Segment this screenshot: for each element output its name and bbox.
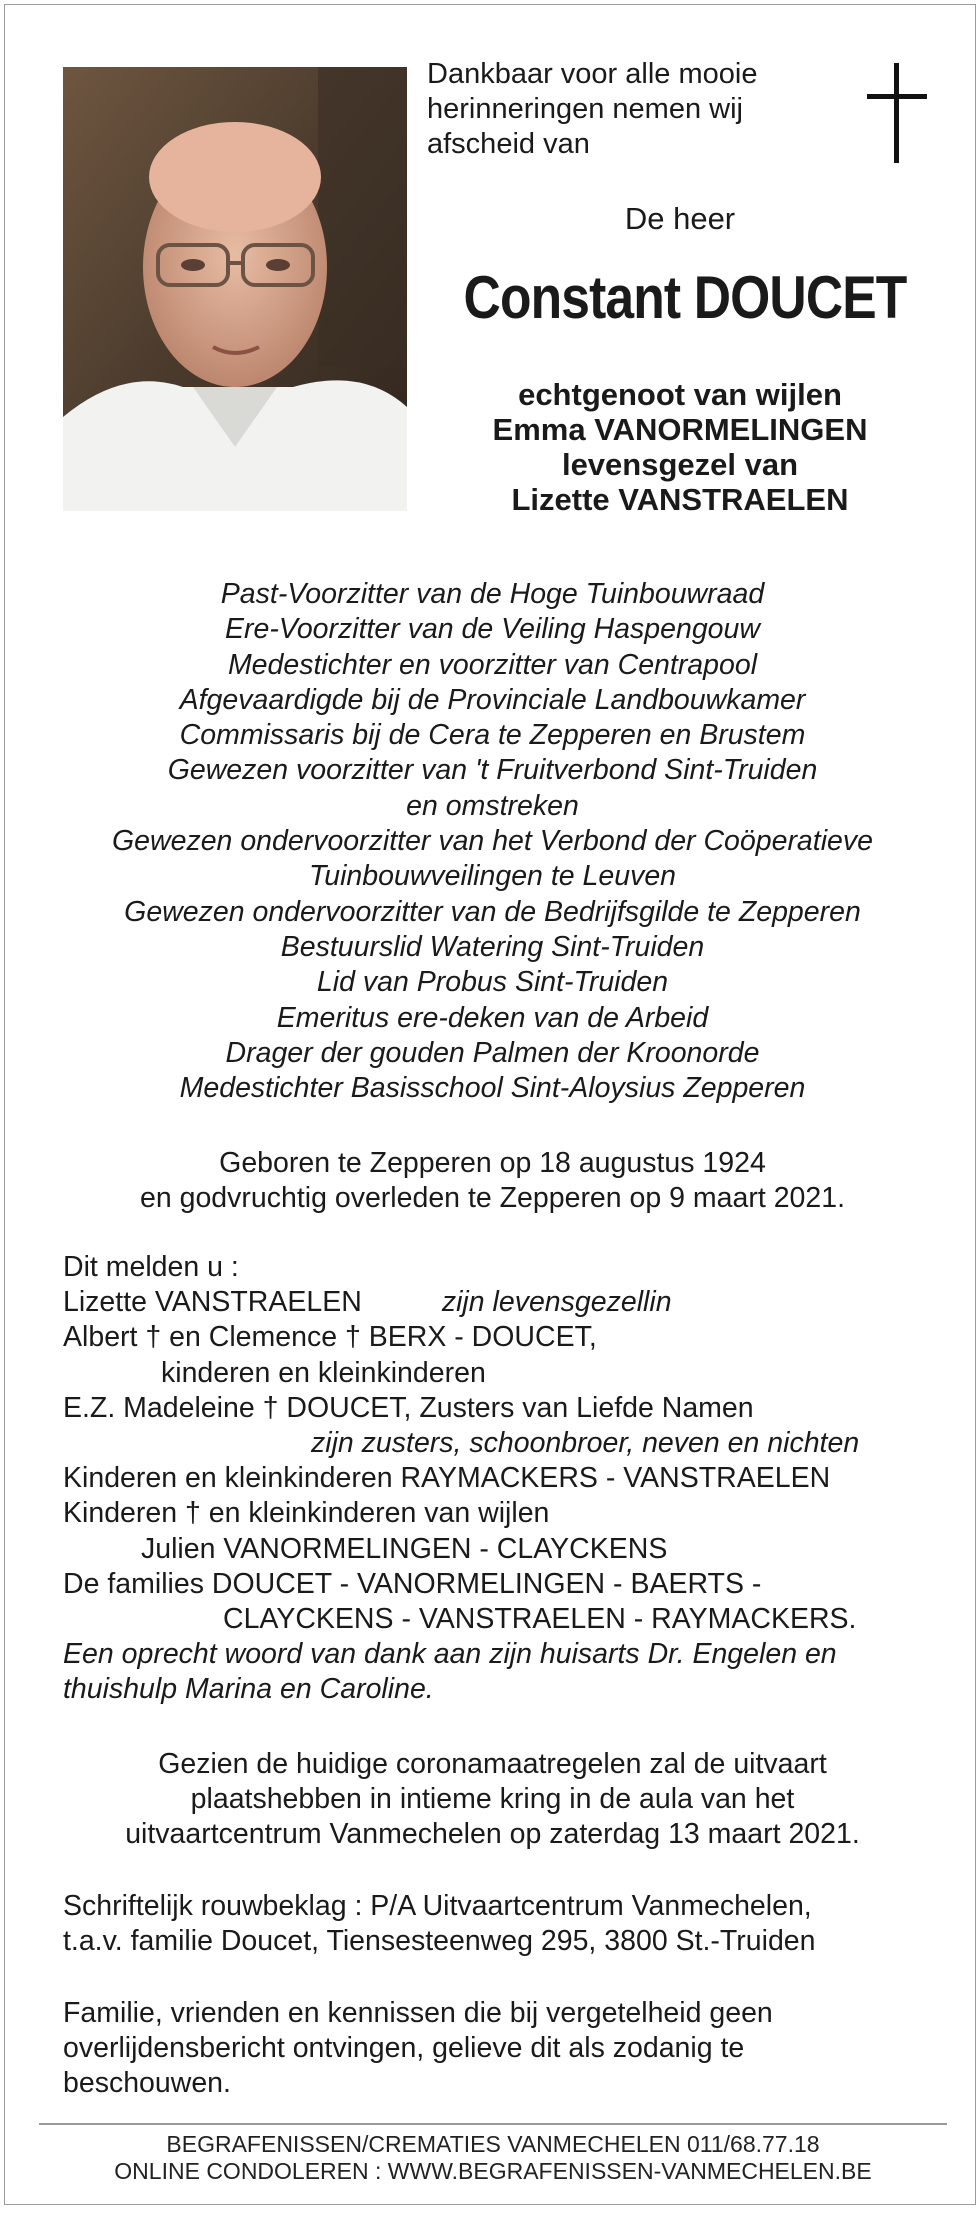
title-line: Gewezen ondervoorzitter van de Bedrijfsgilde te Zepperen — [124, 895, 861, 928]
footer-phone-line: BEGRAFENISSEN/CREMATIES VANMECHELEN 011/68.77.18 — [166, 2131, 820, 2157]
ceremony-line: uitvaartcentrum Vanmechelen op zaterdag 13 maart 2021. — [125, 1818, 860, 1850]
family-line: zijn zusters, schoonbroer, neven en nichten — [311, 1427, 860, 1460]
family-line: CLAYCKENS - VANSTRAELEN - RAYMACKERS. — [223, 1603, 857, 1636]
condolence-line: t.a.v. familie Doucet, Tiensesteenweg 295, 3800 St.-Truiden — [63, 1925, 816, 1957]
birth-death-info — [45, 1146, 940, 1216]
relation-line: levensgezel van — [561, 447, 799, 482]
family-line: Albert † en Clemence † BERX - DOUCET, — [63, 1321, 597, 1354]
title-line: Medestichter Basisschool Sint-Aloysius Zepperen — [179, 1072, 806, 1105]
footer-divider — [39, 2123, 947, 2125]
salutation: De heer — [624, 201, 736, 236]
intro-line: Dankbaar voor alle mooie — [427, 58, 758, 90]
intro-text — [427, 57, 827, 162]
notice-line: Familie, vrienden en kennissen die bij vergetelheid geen — [63, 1997, 773, 2029]
family-partner-line — [63, 1285, 943, 1320]
thanks-line: Een oprecht woord van dank aan zijn huisarts Dr. Engelen en — [63, 1638, 837, 1671]
title-line: Past-Voorzitter van de Hoge Tuinbouwraad — [220, 578, 765, 610]
notice-text — [63, 1996, 943, 2101]
condolence-line: Schriftelijk rouwbeklag : P/A Uitvaartcentrum Vanmechelen, — [63, 1890, 812, 1922]
partner-role: zijn levensgezellin — [441, 1286, 672, 1319]
title-line: Lid van Probus Sint-Truiden — [316, 966, 669, 999]
ceremony-line: plaatshebben in intieme kring in de aula van het — [190, 1783, 795, 1815]
portrait-photo — [63, 67, 407, 511]
family-line: kinderen en kleinkinderen — [161, 1356, 486, 1389]
deceased-name: Constant DOUCET — [463, 264, 907, 331]
intro-line: herinneringen nemen wij — [427, 93, 743, 125]
thanks-line: thuishulp Marina en Caroline. — [63, 1673, 434, 1706]
family-announcement — [63, 1250, 943, 1708]
title-line: Gewezen ondervoorzitter van het Verbond der Coöperatieve — [112, 825, 873, 858]
title-line: Ere-Voorzitter van de Veiling Haspengouw — [225, 613, 760, 646]
intro-line: afscheid van — [427, 128, 590, 160]
titles-list — [45, 577, 940, 1106]
family-line: Kinderen en kleinkinderen RAYMACKERS - VANSTRAELEN — [63, 1462, 831, 1495]
title-line: Afgevaardigde bij de Provinciale Landbouwkamer — [179, 683, 806, 716]
relation-line: echtgenoot van wijlen — [518, 377, 842, 412]
relations-block — [415, 377, 945, 517]
ceremony-info — [45, 1747, 940, 1852]
title-line: Gewezen voorzitter van 't Fruitverbond Sint-Truiden — [167, 754, 818, 787]
family-line: Kinderen † en kleinkinderen van wijlen — [63, 1497, 550, 1530]
family-line: E.Z. Madeleine † DOUCET, Zusters van Liefde Namen — [63, 1391, 754, 1424]
notice-line: beschouwen. — [63, 2067, 231, 2099]
title-line: en omstreken — [406, 789, 579, 822]
cross-icon — [867, 63, 927, 163]
family-line: Julien VANORMELINGEN - CLAYCKENS — [141, 1532, 668, 1565]
relation-line: Lizette VANSTRAELEN — [511, 482, 849, 517]
condolence-address — [63, 1889, 943, 1959]
obituary-card — [4, 4, 976, 2205]
ceremony-line: Gezien de huidige coronamaatregelen zal de uitvaart — [158, 1748, 827, 1780]
family-line: De families DOUCET - VANORMELINGEN - BAERTS - — [63, 1567, 762, 1600]
title-line: Tuinbouwveilingen te Leuven — [308, 860, 677, 893]
died-line: en godvruchtig overleden te Zepperen op 9 maart 2021. — [139, 1182, 846, 1214]
born-line: Geboren te Zepperen op 18 augustus 1924 — [219, 1147, 766, 1179]
family-header: Dit melden u : — [63, 1251, 239, 1283]
title-line: Medestichter en voorzitter van Centrapool — [227, 648, 758, 681]
title-line: Drager der gouden Palmen der Kroonorde — [225, 1036, 760, 1069]
funeral-home-footer — [39, 2131, 947, 2185]
title-line: Emeritus ere-deken van de Arbeid — [276, 1001, 709, 1034]
footer-website-line: ONLINE CONDOLEREN : WWW.BEGRAFENISSEN-VANMECHELEN.BE — [114, 2158, 872, 2184]
partner-name: Lizette VANSTRAELEN — [63, 1286, 362, 1319]
title-line: Bestuurslid Watering Sint-Truiden — [280, 930, 705, 963]
notice-line: overlijdensbericht ontvingen, gelieve dit als zodanig te — [63, 2032, 745, 2064]
title-line: Commissaris bij de Cera te Zepperen en Brustem — [179, 719, 806, 752]
relation-line: Emma VANORMELINGEN — [492, 412, 868, 447]
